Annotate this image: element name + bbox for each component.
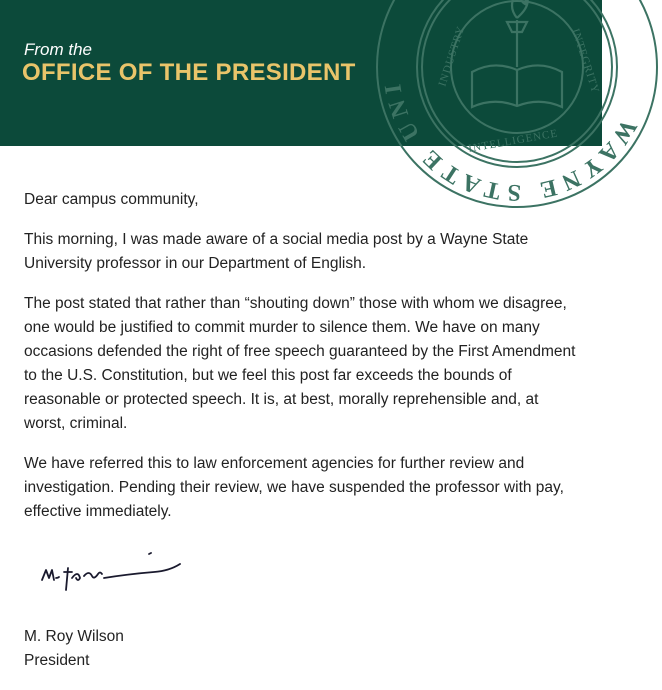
seal-inner-right-text: INTEGRITY — [569, 27, 602, 96]
from-the-text: From the — [24, 40, 93, 59]
university-seal-icon — [372, 0, 662, 212]
letter-paragraph-3: We have referred this to law enforcement agencies for further review and investigation. Pending their review, we have suspended the professor with pay, effective immediately. — [24, 455, 564, 520]
seal-outer-text: WAYNE STATE UNI — [379, 76, 642, 206]
letter-body — [24, 188, 579, 540]
letter-paragraph-2: The post stated that rather than “shouting down” those with whom we disagree, one would be justified to commit murder to silence them. We have on many occasions defended the right of free speech guaranteed by the First Amendment to the U.S. Constitution, but we feel this post far exceeds the bounds of reasonable or protected speech. It is, at best, morally reprehensible and, at worst, criminal. — [24, 295, 576, 432]
letter-greeting: Dear campus community, — [24, 191, 199, 208]
signer-title: President — [24, 652, 90, 669]
letter-paragraph-1: This morning, I was made aware of a social media post by a Wayne State University professor in our Department of English. — [24, 231, 529, 272]
signer-name: M. Roy Wilson — [24, 628, 124, 645]
handwritten-signature-icon — [34, 550, 194, 602]
seal-inner-left-text: INDUSTRY — [436, 24, 468, 88]
office-title: OFFICE OF THE PRESIDENT — [22, 59, 356, 86]
seal-inner-bottom-text: INTELLIGENCE — [467, 127, 559, 155]
